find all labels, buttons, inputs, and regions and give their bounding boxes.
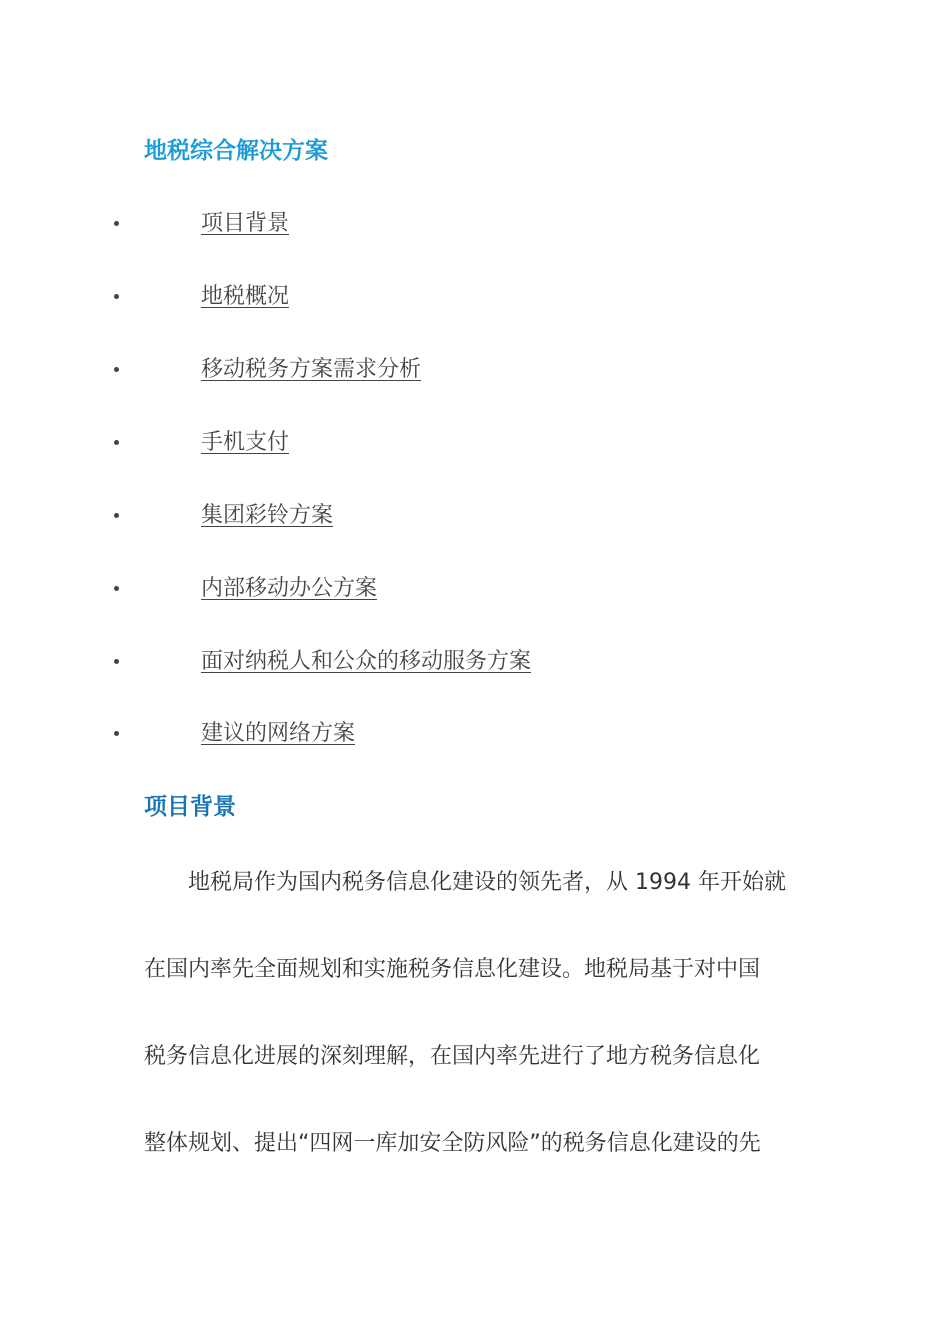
bullet-icon <box>114 440 119 445</box>
bullet-icon <box>114 731 119 736</box>
toc-item[interactable] <box>0 353 700 387</box>
toc-item[interactable] <box>0 645 700 679</box>
bullet-icon <box>114 367 119 372</box>
section-heading: 项目背景 <box>144 794 236 820</box>
toc-item[interactable] <box>0 426 700 460</box>
toc-item[interactable] <box>0 572 700 606</box>
toc-link-group-ringtone[interactable]: 集团彩铃方案 <box>201 503 334 528</box>
toc-link-requirements-analysis[interactable]: 移动税务方案需求分析 <box>201 357 422 382</box>
paragraph-line: 税务信息化进展的深刻理解，在国内率先进行了地方税务信息化 <box>144 1044 761 1069</box>
toc-link-mobile-payment[interactable]: 手机支付 <box>201 430 290 455</box>
toc-link-public-service[interactable]: 面对纳税人和公众的移动服务方案 <box>201 649 532 674</box>
toc-item[interactable] <box>0 499 700 533</box>
toc-link-network-plan[interactable]: 建议的网络方案 <box>201 721 356 746</box>
bullet-icon <box>114 513 119 518</box>
toc-link-project-background[interactable]: 项目背景 <box>201 211 290 236</box>
bullet-icon <box>114 294 119 299</box>
bullet-icon <box>114 586 119 591</box>
toc-item[interactable] <box>0 280 700 314</box>
toc-item[interactable] <box>0 717 700 751</box>
paragraph-line: 在国内率先全面规划和实施税务信息化建设。地税局基于对中国 <box>144 957 761 982</box>
bullet-icon <box>114 659 119 664</box>
paragraph-line: 地税局作为国内税务信息化建设的领先者，从 1994 年开始就 <box>144 870 786 895</box>
toc-link-mobile-office[interactable]: 内部移动办公方案 <box>201 576 378 601</box>
toc-link-local-tax-overview[interactable]: 地税概况 <box>201 284 290 309</box>
toc-item[interactable] <box>0 207 700 241</box>
page-title: 地税综合解决方案 <box>144 138 328 164</box>
bullet-icon <box>114 221 119 226</box>
paragraph-line: 整体规划、提出“四网一库加安全防风险”的税务信息化建设的先 <box>144 1131 761 1156</box>
